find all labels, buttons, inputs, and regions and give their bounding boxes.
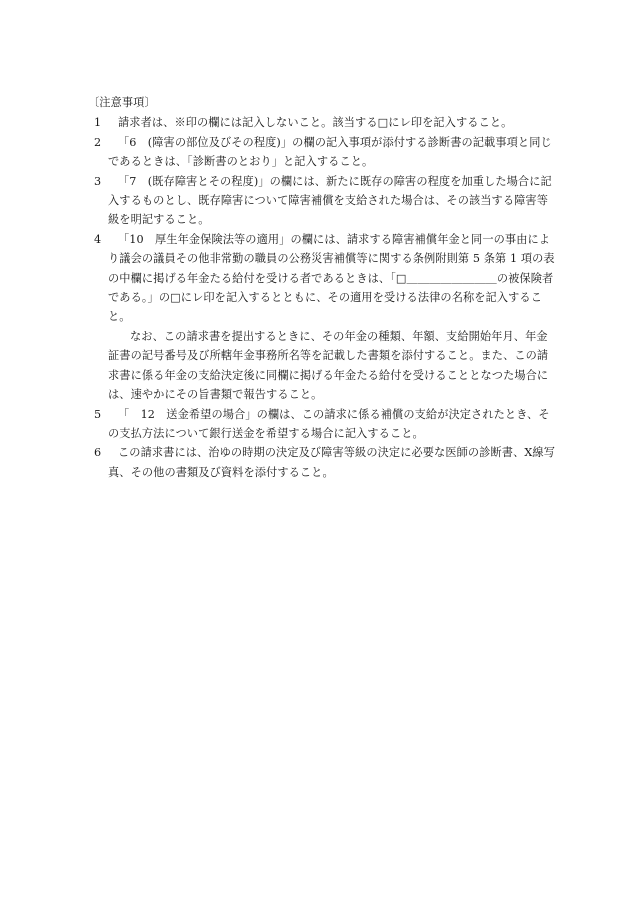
note-item-4-supplement: なお、この請求書を提出するときに、その年金の種類、年額、支給開始年月、年金証書の記号番号及び所轄年金事務所名等を記載した書類を添付すること。また、この請求書に係る年金の支給決定後に同欄に掲げる年金たる給付を受けることとなつた場合には、速やかにその旨書類で報告すること。 bbox=[108, 329, 549, 402]
note-number: 3 bbox=[94, 174, 102, 188]
note-text: この請求書には、治ゆの時期の決定及び障害等級の決定に必要な医師の診断書、X線写真、その他の書類及び資料を添付すること。 bbox=[108, 446, 555, 479]
note-text: 「10 厚生年金保険法等の適用」の欄には、請求する障害補償年金と同一の事由により議会の議員その他非常勤の職員の公務災害補償等に関する条例附則第 5 条第 1 項の表の中欄に掲げる年金たる給付を受ける者であるときは、「□＿＿＿＿＿＿＿＿の被保険者である。」の□にレ印を記入するとともに、その適用を受ける法律の名称を記入すること。 bbox=[108, 232, 555, 324]
note-item-6 bbox=[86, 443, 556, 482]
note-item-1 bbox=[86, 113, 556, 132]
note-item-5 bbox=[86, 405, 556, 444]
note-number: 2 bbox=[94, 135, 102, 149]
note-text: 請求者は、※印の欄には記入しないこと。該当する□にレ印を記入すること。 bbox=[118, 116, 513, 130]
note-item-2 bbox=[86, 133, 556, 172]
note-item-4 bbox=[86, 230, 556, 327]
note-number: 1 bbox=[94, 116, 102, 130]
note-number: 4 bbox=[94, 232, 102, 246]
note-item-3 bbox=[86, 172, 556, 230]
note-number: 6 bbox=[94, 446, 102, 460]
note-text: 「7 (既存障害とその程度)」の欄には、新たに既存の障害の程度を加重した場合に記入するものとし、既存障害について障害補償を支給された場合は、その該当する障害等級を明記すること。 bbox=[108, 174, 552, 227]
note-text: 「 12 送金希望の場合」の欄は、この請求に係る補償の支給が決定されたとき、その支払方法について銀行送金を希望する場合に記入すること。 bbox=[108, 407, 550, 440]
note-number: 5 bbox=[94, 407, 102, 421]
notes-heading: 〔注意事項〕 bbox=[88, 96, 156, 109]
notes-section bbox=[86, 93, 556, 482]
note-text: 「6 (障害の部位及びその程度)」の欄の記入事項が添付する診断書の記載事項と同じであるときは、「診断書のとおり」と記入すること。 bbox=[108, 135, 552, 169]
